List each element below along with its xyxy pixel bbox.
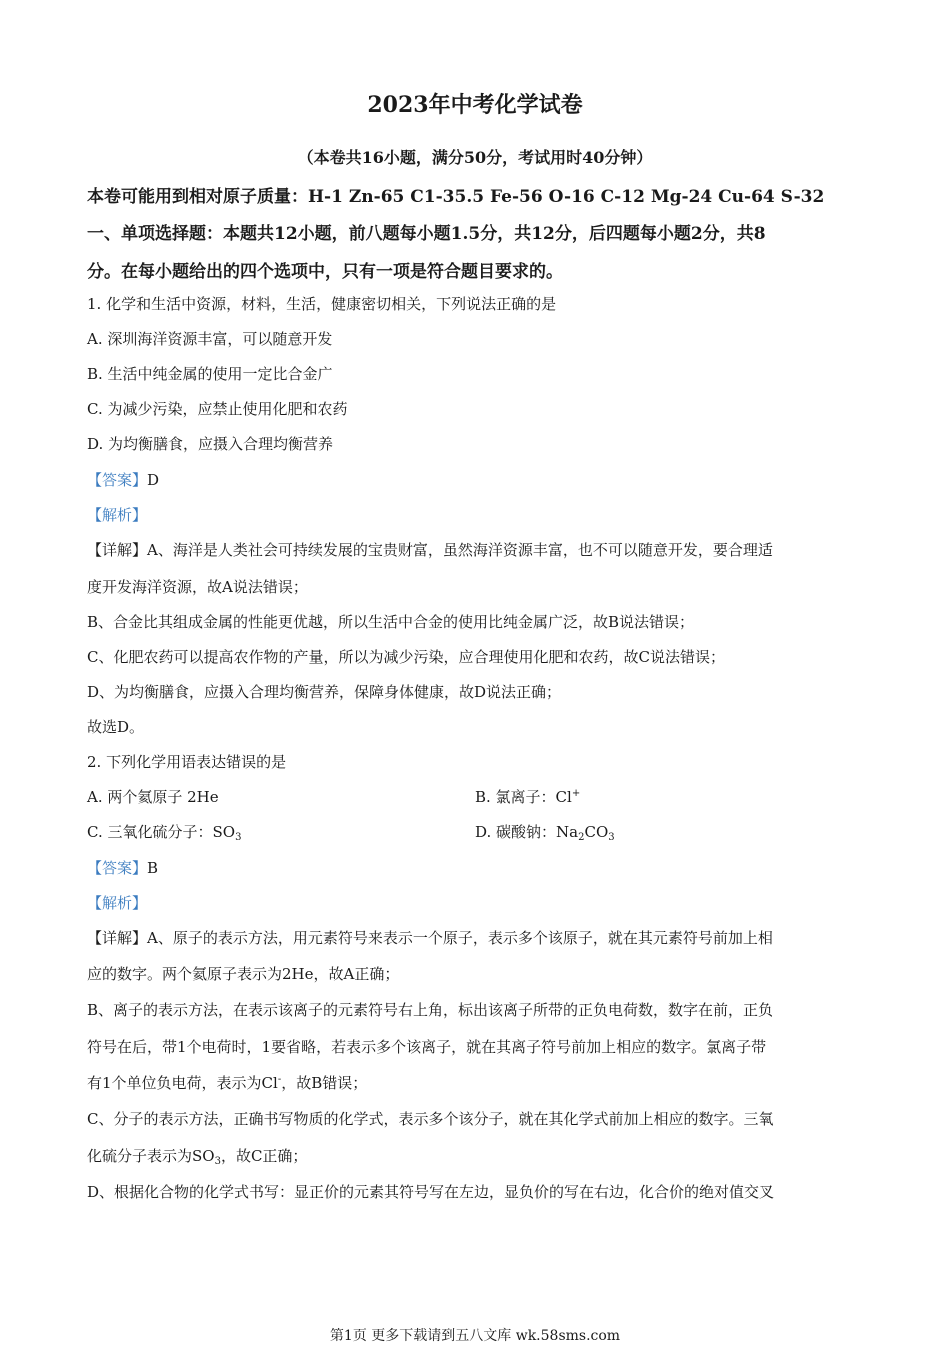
q2-option-d-subscript2: 3: [608, 832, 615, 843]
q1-option-b: B. 生活中纯金属的使用一定比合金广: [87, 365, 333, 383]
section1-heading-line2: 分。在每小题给出的四个选项中，只有一项是符合题目要求的。: [87, 262, 563, 282]
q2-option-b-charge: +: [571, 788, 581, 799]
q1-answer-value: D: [147, 471, 160, 489]
exam-title: 2023年中考化学试卷: [367, 92, 583, 118]
detail-tag: 【详解】: [87, 541, 148, 559]
q1-option-c: C. 为减少污染，应禁止使用化肥和农药: [87, 400, 348, 418]
q2-detail-a2: 应的数字。两个氦原子表示为2He，故A正确；: [87, 965, 400, 983]
detail-tag: 【详解】: [87, 929, 148, 947]
q2-detail-b3-post: ，故B错误；: [281, 1074, 368, 1092]
q1-option-a: A. 深圳海洋资源丰富，可以随意开发: [87, 330, 333, 348]
q2-option-b: [475, 786, 580, 807]
q2-detail-c2-post: ，故C正确；: [220, 1147, 308, 1165]
q2-option-a: A. 两个氦原子 2He: [87, 788, 219, 806]
q2-option-d-subscript1: 2: [578, 832, 585, 843]
q2-analysis-tag: 【解析】: [87, 894, 148, 912]
q2-detail-b3: [87, 1072, 367, 1093]
q2-detail-d1: D、根据化合物的化学式书写：显正价的元素其符号写在左边，显负价的写在右边，化合价的绝对值交叉: [87, 1183, 775, 1201]
page-footer: 第1页 更多下载请到五八文库 wk.58sms.com: [329, 1328, 621, 1344]
q1-answer: [87, 469, 159, 490]
q2-option-b-text: B. 氯离子：Cl: [475, 788, 572, 806]
q2-detail-c2: [87, 1145, 307, 1166]
q2-answer-value: B: [147, 859, 159, 877]
answer-tag: 【答案】: [87, 471, 148, 489]
q2-detail-b3-charge: -: [277, 1074, 282, 1085]
q2-detail-b2: 符号在后，带1个电荷时，1要省略，若表示多个该离子，就在其离子符号前加上相应的数字。氯离子带: [87, 1038, 767, 1056]
q1-detail-c: C、化肥农药可以提高农作物的产量，所以为减少污染，应合理使用化肥和农药，故C说法错误；: [87, 648, 725, 666]
q1-analysis-tag: 【解析】: [87, 506, 148, 524]
q1-option-d: D. 为均衡膳食，应摄入合理均衡营养: [87, 435, 334, 453]
q1-detail-d: D、为均衡膳食，应摄入合理均衡营养，保障身体健康，故D说法正确；: [87, 683, 562, 701]
q2-detail-c1: C、分子的表示方法，正确书写物质的化学式，表示多个该分子，就在其化学式前加上相应的数字。三氧: [87, 1110, 774, 1128]
q2-answer: [87, 857, 158, 878]
q1-conclusion: 故选D。: [87, 718, 145, 736]
q1-detail-b: B、合金比其组成金属的性能更优越，所以生活中合金的使用比纯金属广泛，故B说法错误；: [87, 613, 695, 631]
q2-detail-b1: B、离子的表示方法，在表示该离子的元素符号右上角，标出该离子所带的正负电荷数，数字在前，正负: [87, 1001, 774, 1019]
q2-option-c: [87, 821, 241, 842]
q2-option-d-text: D. 碳酸钠：Na: [475, 823, 579, 841]
q1-detail-a2: 度开发海洋资源，故A说法错误；: [87, 578, 308, 596]
answer-tag: 【答案】: [87, 859, 148, 877]
q1-detail-a1: [87, 539, 773, 560]
q2-detail-c2-pre: 化硫分子表示为SO: [87, 1147, 215, 1165]
q2-detail-a1-text: A、原子的表示方法，用元素符号来表示一个原子，表示多个该原子，就在其元素符号前加上相: [147, 929, 773, 947]
q1-stem: 1. 化学和生活中资源，材料，生活，健康密切相关，下列说法正确的是: [87, 295, 557, 313]
q2-detail-b3-pre: 有1个单位负电荷，表示为Cl: [87, 1074, 278, 1092]
q2-detail-c2-subscript: 3: [214, 1156, 221, 1167]
q2-option-c-subscript: 3: [235, 832, 242, 843]
q2-option-c-text: C. 三氧化硫分子：SO: [87, 823, 236, 841]
section1-heading-line1: 一、单项选择题：本题共12小题，前八题每小题1.5分，共12分，后四题每小题2分，共8: [87, 224, 766, 244]
atomic-mass-line: 本卷可能用到相对原子质量：H-1 Zn-65 C1-35.5 Fe-56 O-16 C-12 Mg-24 Cu-64 S-32: [87, 187, 825, 207]
exam-subtitle: （本卷共16小题，满分50分，考试用时40分钟）: [297, 148, 653, 167]
q1-detail-a1-text: A、海洋是人类社会可持续发展的宝贵财富，虽然海洋资源丰富，也不可以随意开发，要合理适: [147, 541, 773, 559]
q2-option-d: [475, 821, 615, 842]
q2-stem: 2. 下列化学用语表达错误的是: [87, 753, 287, 771]
q2-detail-a1: [87, 927, 773, 948]
q2-option-d-mid: CO: [584, 823, 609, 841]
